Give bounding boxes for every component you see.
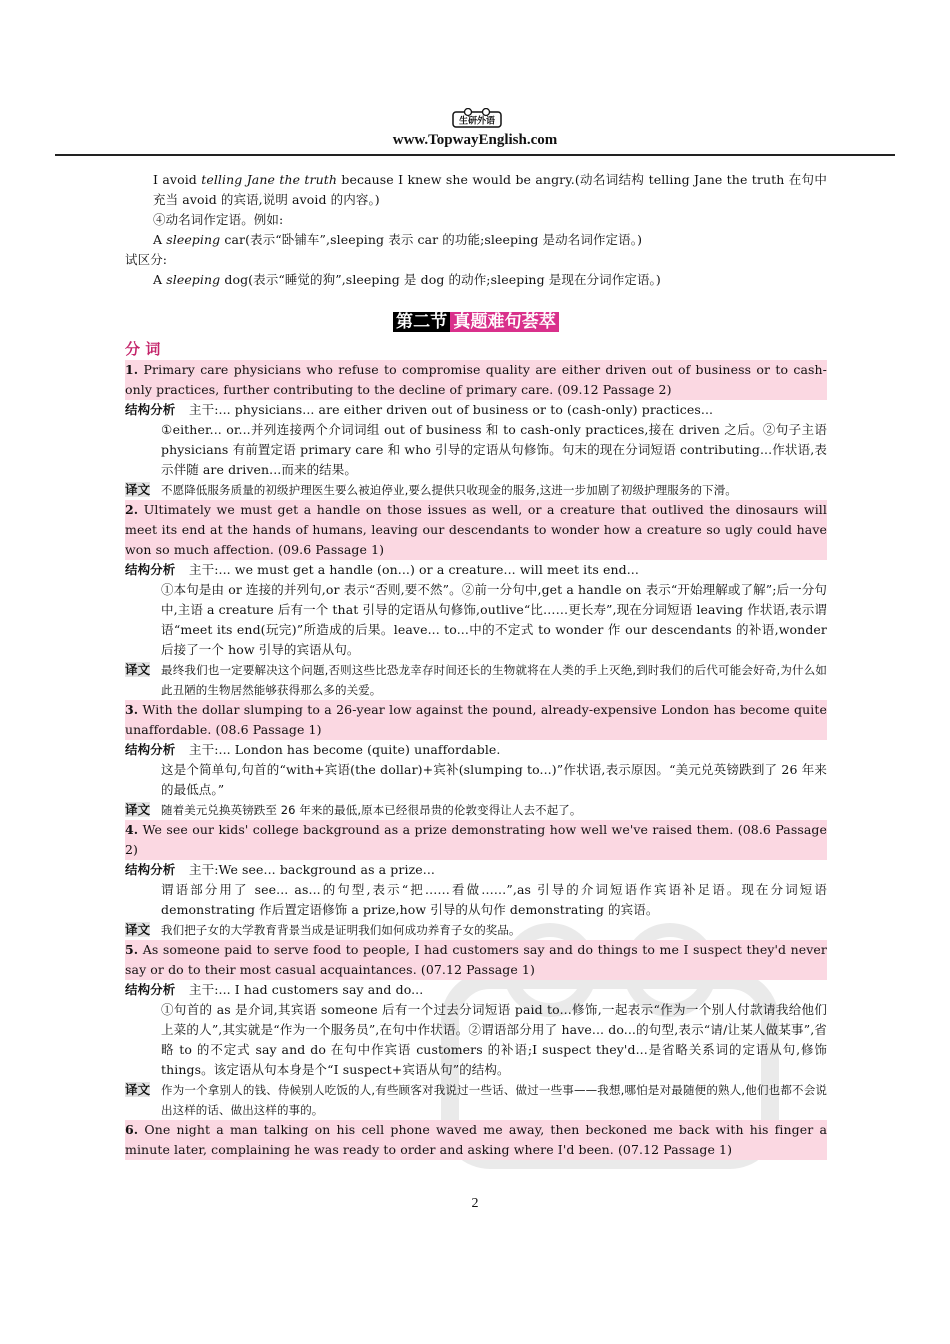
main-clause: 主干:... we must get a handle (on...) or a creature... will meet its end... [189, 562, 639, 577]
main-clause: 主干:... I had customers say and do... [189, 982, 424, 997]
sentence-item: 6. One night a man talking on his cell phone waved me away, then beckoned me back with his finger a minute later, complaining he was ready to order and asking where I'd been. (07.12 Passage 1) [125, 1120, 827, 1160]
translation-text: 作为一个拿别人的钱、侍候别人吃饭的人,有些顾客对我说过一些话、做过一些事——我想,哪怕是对最随便的熟人,他们也都不会说出这样的话、做出这样的事的。 [161, 1083, 828, 1117]
analysis-label: 结构分析 [125, 862, 176, 877]
main-clause: 主干:We see... background as a prize... [189, 862, 435, 877]
sentence-item: 2. Ultimately we must get a handle on those issues as well, or a creature that outlived the dinosaurs will meet its end at the hands of humans, leaving our descendants to wonder how a creature so ugly could have won so much affection. (09.6 Passage 1) [125, 500, 827, 560]
analysis-label: 结构分析 [125, 982, 176, 997]
analysis-row [125, 980, 827, 1000]
translation-text: 不愿降低服务质量的初级护理医生要么被迫停业,要么提供只收现金的服务,这进一步加剧了初级护理服务的下滑。 [161, 483, 737, 497]
analysis-row [125, 860, 827, 880]
sentence-item: 4. We see our kids' college background as a prize demonstrating how well we've raised them. (08.6 Passage 2) [125, 820, 827, 860]
analysis-text: ①either... or...并列连接两个介词词组 out of business 和 to cash-only practices,接在 driven 之后。②句子主语 physicians 有前置定语 primary care 和 who 引导的定语从句修饰。句末的现在分词短语 contributing...作状语,表示伴随 are driven...而来的结果。 [161, 422, 827, 477]
translation-text: 我们把子女的大学教育背景当成是证明我们如何成功养育子女的奖品。 [161, 923, 521, 937]
section-title: 真题难句荟萃 [450, 312, 559, 332]
page-header [0, 0, 950, 160]
analysis-text: ①本句是由 or 连接的并列句,or 表示“否则,要不然”。②前一分句中,get a handle on 表示“开始理解或了解”;后一分句中,主语 a creature 后有一个 that 引导的定语从句修饰,outlive“比……更长寿”,现在分词短语 leaving 作状语,表示谓语“meet its end(玩完)”所造成的后果。leave... to...中的不定式 to wonder 作 our descendants 的补语,wonder 后接了一个 how 引导的宾语从句。 [161, 582, 827, 657]
site-url[interactable]: www.TopwayEnglish.com [392, 132, 558, 148]
translation-label: 译文 [125, 802, 151, 817]
translation-text: 最终我们也一定要解决这个问题,否则这些比恐龙幸存时间还长的生物就将在人类的手上灭绝,到时我们的后代可能会好奇,为什么如此丑陋的生物居然能够获得那么多的关爱。 [161, 663, 827, 697]
translation-row [125, 1080, 827, 1120]
translation-text: 随着美元兑换英镑跌至 26 年来的最低,原本已经很昂贵的伦敦变得让人去不起了。 [161, 803, 582, 817]
section-number: 第二节 [393, 312, 450, 332]
example-sleeping-dog: A sleeping dog(表示“睡觉的狗”,sleeping 是 dog 的动作;sleeping 是现在分词作定语。) [153, 272, 661, 287]
translation-row [125, 800, 827, 820]
svg-text:生研外语: 生研外语 [458, 116, 496, 127]
section-heading [125, 310, 827, 336]
main-clause: 主干:... physicians... are either driven out of business or to (cash-only) practices... [189, 402, 714, 417]
sentence-item: 3. With the dollar slumping to a 26-year low against the pound, already-expensive London has become quite unaffordable. (08.6 Passage 1) [125, 700, 827, 740]
analysis-text: 这是个简单句,句首的“with+宾语(the dollar)+宾补(slumping to...)”作状语,表示原因。“美元兑英镑跌到了 26 年来的最低点。” [161, 762, 827, 797]
example-sleeping-car: A sleeping car(表示“卧铺车”,sleeping 表示 car 的功能;sleeping 是动名词作定语。) [153, 232, 643, 247]
category-heading: 分 词 [125, 340, 161, 358]
sentence-item: 1. Primary care physicians who refuse to compromise quality are either driven out of business or to cash-only practices, further contributing to the decline of primary care. (09.12 Passage 2) [125, 360, 827, 400]
main-clause: 主干:... London has become (quite) unaffordable. [189, 742, 501, 757]
analysis-label: 结构分析 [125, 562, 176, 577]
sentence-item: 5. As someone paid to serve food to people, I had customers say and do things to me I suspect they'd never say or do to their most casual acquaintances. (07.12 Passage 1) [125, 940, 827, 980]
analysis-label: 结构分析 [125, 402, 176, 417]
translation-label: 译文 [125, 1082, 151, 1097]
translation-row [125, 920, 827, 940]
analysis-row [125, 400, 827, 420]
header-divider [55, 154, 895, 156]
page-number: 2 [471, 1196, 479, 1211]
analysis-label: 结构分析 [125, 742, 176, 757]
point-gerund-attributive: ④动名词作定语。例如: [153, 212, 284, 227]
page-content [125, 170, 827, 1160]
translation-label: 译文 [125, 662, 151, 677]
analysis-row [125, 740, 827, 760]
translation-label: 译文 [125, 482, 151, 497]
analysis-row [125, 560, 827, 580]
translation-label: 译文 [125, 922, 151, 937]
publisher-logo [452, 108, 502, 128]
distinguish-label: 试区分: [125, 252, 168, 267]
analysis-text: ①句首的 as 是介词,其宾语 someone 后有一个过去分词短语 paid to...修饰,一起表示“作为一个别人付款请我给他们上菜的人”,其实就是“作为一个服务员”,在句中作状语。②谓语部分用了 have... do...的句型,表示“请/让某人做某事”,省略 to 的不定式 say and do 在句中作宾语 customers 的补语;I suspect they'd...是省略关系词的定语从句,修饰 things。该定语从句本身是个“I suspect+宾语从句”的结构。 [161, 1002, 827, 1077]
translation-row [125, 480, 827, 500]
translation-row [125, 660, 827, 700]
example-avoid: I avoid telling Jane the truth because I knew she would be angry.(动名词结构 telling Jane the truth 在句中充当 avoid 的宾语,说明 avoid 的内容。) [153, 172, 827, 207]
analysis-text: 谓语部分用了 see... as...的句型,表示“把……看做……”,as 引导的介词短语作宾语补足语。现在分词短语 demonstrating 作后置定语修饰 a prize,how 引导的从句作 demonstrating 的宾语。 [161, 882, 827, 917]
